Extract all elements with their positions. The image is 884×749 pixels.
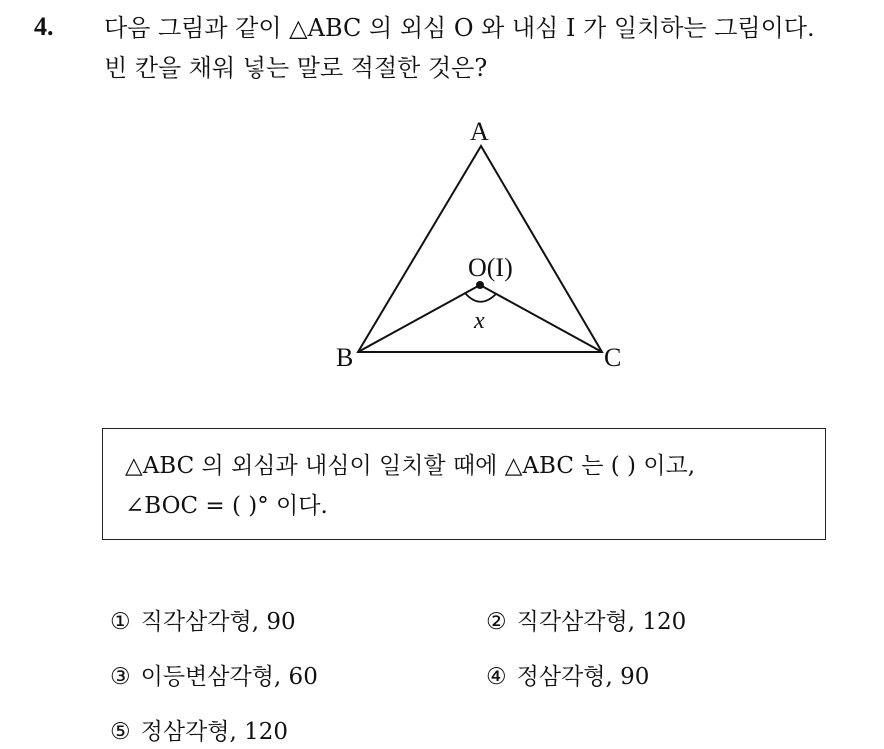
choice-5[interactable]: [110, 717, 288, 747]
vertex-label-a: A: [470, 117, 489, 146]
choice-5-text: 정삼각형, 120: [140, 719, 289, 745]
choice-1[interactable]: [110, 607, 296, 637]
triangle-diagram: [320, 110, 640, 380]
angle-label-x: x: [474, 308, 485, 334]
triangle-figure: [320, 110, 640, 380]
choice-5-mark: ⑤: [110, 719, 131, 745]
fill-in-blank-box: [102, 428, 826, 540]
vertex-label-c: C: [604, 343, 622, 372]
choice-3[interactable]: [110, 662, 318, 692]
box-text-line1: △ABC 의 외심과 내심이 일치할 때에 △ABC 는 ( ) 이고,: [125, 453, 696, 479]
vertex-label-b: B: [336, 343, 354, 372]
segment-ob: [358, 285, 480, 352]
choice-4-text: 정삼각형, 90: [516, 664, 650, 690]
choice-1-text: 직각삼각형, 90: [140, 609, 296, 635]
question-text-line1: 다음 그림과 같이 △ABC 의 외심 O 와 내심 I 가 일치하는 그림이다.: [104, 14, 815, 42]
choice-1-mark: ①: [110, 609, 131, 635]
box-text-line2: ∠BOC = ( )° 이다.: [125, 493, 328, 519]
choice-4-mark: ④: [486, 664, 507, 690]
choice-2-mark: ②: [486, 609, 507, 635]
center-point-o: [476, 281, 484, 289]
choice-3-mark: ③: [110, 664, 131, 690]
question-text-line2: 빈 칸을 채워 넣는 말로 적절한 것은?: [104, 54, 488, 82]
question-number: 4.: [34, 12, 54, 41]
choice-2[interactable]: [486, 607, 686, 637]
angle-arc-boc: [465, 293, 496, 302]
choice-3-text: 이등변삼각형, 60: [140, 664, 318, 690]
center-label-oi: O(I): [468, 253, 513, 282]
choice-4[interactable]: [486, 662, 649, 692]
choice-2-text: 직각삼각형, 120: [516, 609, 687, 635]
segment-oc: [480, 285, 602, 352]
